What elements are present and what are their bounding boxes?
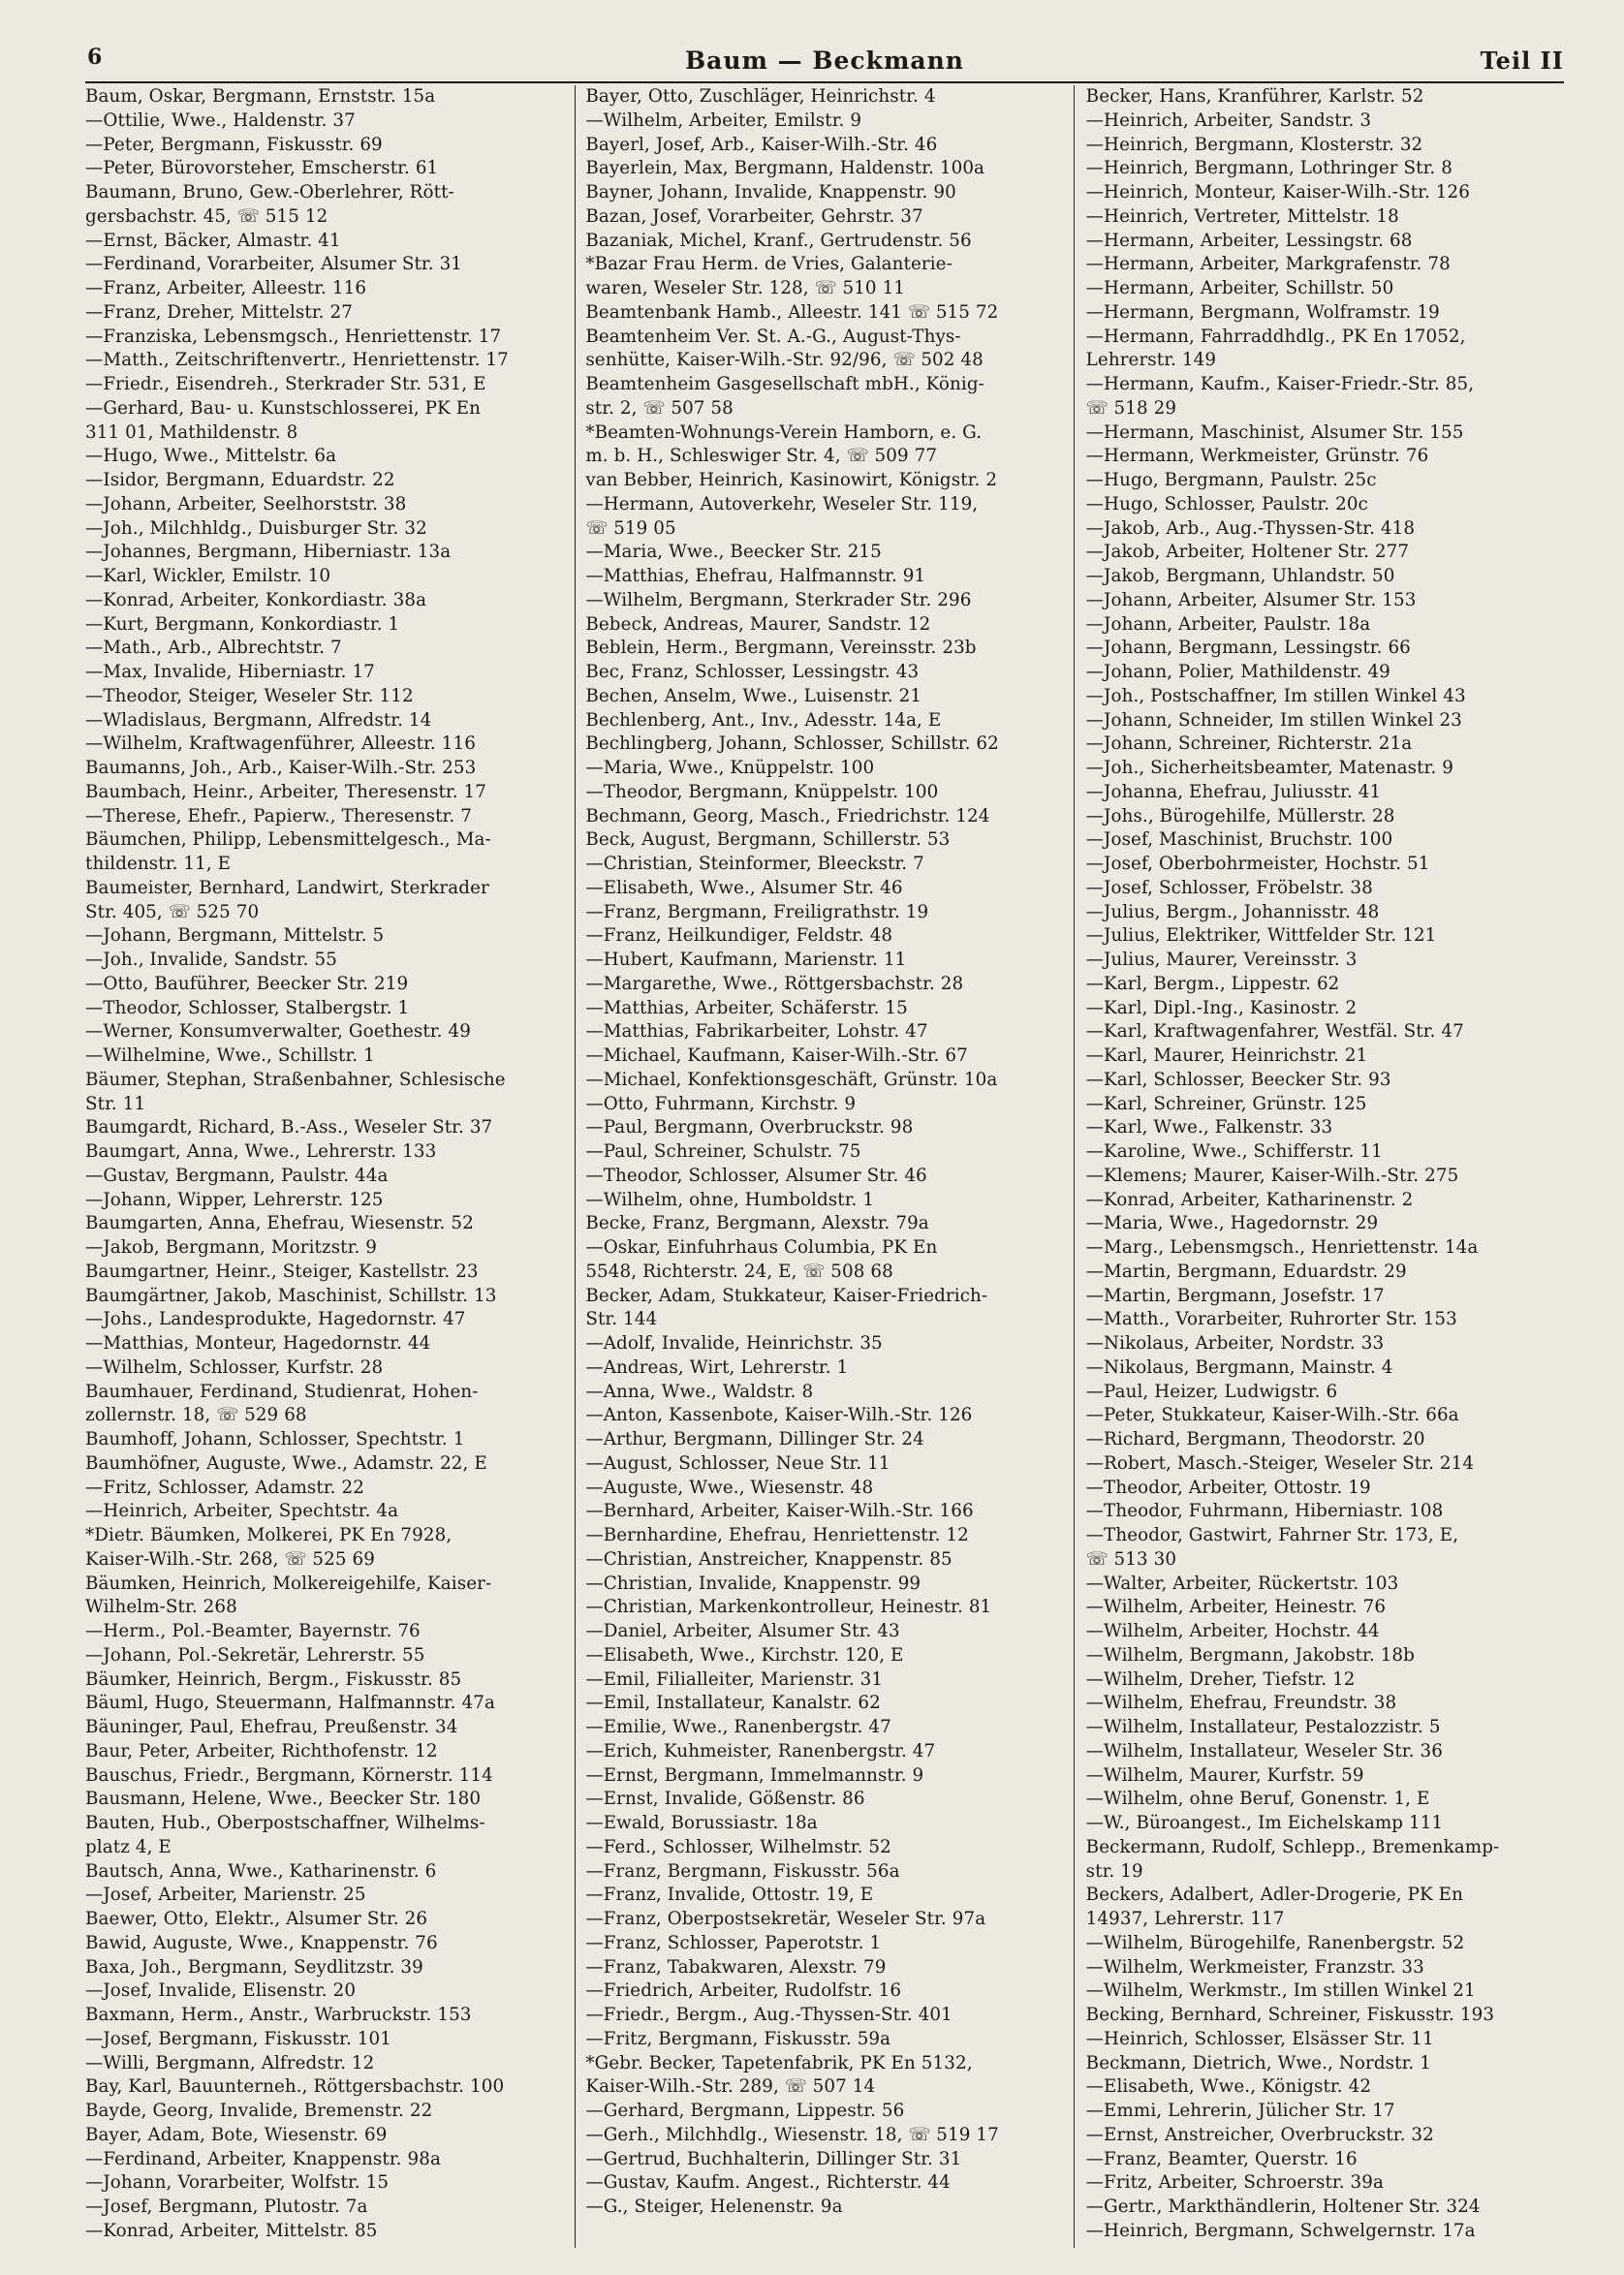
- directory-line: —Johs., Landesprodukte, Hagedornstr. 47: [85, 1309, 466, 1330]
- directory-line: Beamtenheim Gasgesellschaft mbH., König-: [585, 374, 984, 394]
- directory-line: Baumgardt, Richard, B.-Ass., Weseler Str. 37: [85, 1117, 493, 1138]
- directory-line: —Joh., Sicherheitsbeamter, Matenastr. 9: [1085, 758, 1453, 778]
- directory-line: —Hugo, Wwe., Mittelstr. 6a: [85, 446, 337, 467]
- directory-line: —Wilhelmine, Wwe., Schillstr. 1: [85, 1045, 375, 1066]
- directory-line: —Julius, Elektriker, Wittfelder Str. 121: [1085, 925, 1437, 947]
- directory-line: —Franz, Arbeiter, Alleestr. 116: [85, 278, 367, 298]
- directory-line: —Wilhelm, Dreher, Tiefstr. 12: [1085, 1668, 1356, 1690]
- directory-line: —August, Schlosser, Neue Str. 11: [585, 1452, 890, 1474]
- directory-line: Kaiser-Wilh.-Str. 289, ☏ 507 14: [585, 2076, 876, 2098]
- directory-line: —Andreas, Wirt, Lehrerstr. 1: [585, 1356, 849, 1378]
- directory-line: Bayner, Johann, Invalide, Knappenstr. 90: [585, 182, 956, 203]
- directory-line: —Paul, Bergmann, Overbruckstr. 98: [585, 1117, 914, 1138]
- columns-container: [85, 85, 1564, 2248]
- directory-line: —Wilhelm, Kraftwagenführer, Alleestr. 116: [85, 733, 476, 755]
- directory-line: —Karl, Bergm., Lippestr. 62: [1085, 973, 1340, 994]
- directory-line: —Wilhelm, Werkmstr., Im stillen Winkel 21: [1085, 1980, 1476, 2002]
- directory-line: m. b. H., Schleswiger Str. 4, ☏ 509 77: [585, 446, 938, 467]
- section-label: Teil II: [1480, 47, 1564, 75]
- directory-line: —Fritz, Bergmann, Fiskusstr. 59a: [585, 2028, 891, 2049]
- directory-line: —Christian, Anstreicher, Knappenstr. 85: [585, 1548, 953, 1570]
- directory-line: Bäumken, Heinrich, Molkereigehilfe, Kaiser-: [85, 1573, 492, 1594]
- directory-line: waren, Weseler Str. 128, ☏ 510 11: [585, 278, 906, 298]
- directory-line: —Matthias, Ehefrau, Halfmannstr. 91: [585, 566, 926, 586]
- directory-line: —Adolf, Invalide, Heinrichstr. 35: [585, 1333, 883, 1354]
- directory-line: —Hubert, Kaufmann, Marienstr. 11: [585, 950, 907, 970]
- directory-line: —Gustav, Bergmann, Paulstr. 44a: [85, 1165, 389, 1186]
- directory-line: —Matth., Vorarbeiter, Ruhrorter Str. 153: [1085, 1309, 1457, 1330]
- directory-line: —Julius, Bergm., Johannisstr. 48: [1085, 901, 1380, 922]
- directory-line: str. 19: [1085, 1860, 1143, 1882]
- directory-line: —Franz, Bergmann, Freiligrathstr. 19: [585, 901, 929, 922]
- directory-line: —Jakob, Arb., Aug.-Thyssen-Str. 418: [1085, 517, 1416, 539]
- directory-line: Bechen, Anselm, Wwe., Luisenstr. 21: [585, 685, 922, 706]
- directory-line: —Math., Arb., Albrechtstr. 7: [85, 638, 342, 659]
- directory-line: —Franz, Oberpostsekretär, Weseler Str. 97a: [585, 1909, 986, 1929]
- directory-line: —Konrad, Arbeiter, Mittelstr. 85: [85, 2220, 378, 2241]
- directory-line: Kaiser-Wilh.-Str. 268, ☏ 525 69: [85, 1548, 375, 1570]
- directory-line: —Gertrud, Buchhalterin, Dillinger Str. 31: [585, 2148, 962, 2169]
- directory-line: —Fritz, Schlosser, Adamstr. 22: [85, 1477, 364, 1498]
- directory-line: *Dietr. Bäumken, Molkerei, PK En 7928,: [85, 1525, 453, 1545]
- directory-line: 311 01, Mathildenstr. 8: [85, 421, 298, 443]
- directory-line: —Ernst, Invalide, Gößenstr. 86: [585, 1789, 865, 1810]
- directory-line: —Isidor, Bergmann, Eduardstr. 22: [85, 470, 395, 490]
- directory-line: Baumanns, Joh., Arb., Kaiser-Wilh.-Str. 253: [85, 758, 477, 778]
- directory-line: —Walter, Arbeiter, Rückertstr. 103: [1085, 1573, 1399, 1594]
- directory-line: —Auguste, Wwe., Wiesenstr. 48: [585, 1477, 874, 1498]
- directory-line: —Kurt, Bergmann, Konkordiastr. 1: [85, 613, 400, 635]
- directory-line: —Johann, Vorarbeiter, Wolfstr. 15: [85, 2172, 390, 2194]
- directory-line: Becker, Adam, Stukkateur, Kaiser-Friedrich-: [585, 1285, 988, 1306]
- directory-line: —Peter, Bergmann, Fiskusstr. 69: [85, 134, 383, 155]
- directory-line: —Hermann, Arbeiter, Markgrafenstr. 78: [1085, 254, 1451, 275]
- directory-line: —Margarethe, Wwe., Röttgersbachstr. 28: [585, 973, 964, 994]
- directory-line: —Hermann, Kaufm., Kaiser-Friedr.-Str. 85,: [1085, 374, 1475, 394]
- directory-line: Becke, Franz, Bergmann, Alexstr. 79a: [585, 1213, 929, 1234]
- header-rule: [85, 81, 1564, 83]
- directory-line: —Matth., Zeitschriftenvertr., Henriettenstr. 17: [85, 350, 509, 371]
- directory-line: Bautsch, Anna, Wwe., Katharinenstr. 6: [85, 1860, 437, 1882]
- directory-line: 14937, Lehrerstr. 117: [1085, 1909, 1285, 1929]
- directory-line: —Nikolaus, Bergmann, Mainstr. 4: [1085, 1356, 1393, 1378]
- directory-line: Bazan, Josef, Vorarbeiter, Gehrstr. 37: [585, 205, 923, 227]
- directory-line: —Hugo, Bergmann, Paulstr. 25c: [1085, 470, 1377, 490]
- directory-line: —Franz, Beamter, Querstr. 16: [1085, 2148, 1358, 2169]
- directory-line: —Josef, Schlosser, Fröbelstr. 38: [1085, 877, 1373, 898]
- directory-line: —Hermann, Arbeiter, Schillstr. 50: [1085, 278, 1394, 298]
- directory-line: —Karoline, Wwe., Schifferstr. 11: [1085, 1141, 1383, 1162]
- directory-line: —Robert, Masch.-Steiger, Weseler Str. 214: [1085, 1452, 1475, 1474]
- directory-line: —Peter, Stukkateur, Kaiser-Wilh.-Str. 66a: [1085, 1405, 1459, 1426]
- directory-line: —Max, Invalide, Hiberniastr. 17: [85, 662, 375, 682]
- directory-line: Beckermann, Rudolf, Schlepp., Bremenkamp-: [1085, 1836, 1500, 1857]
- directory-line: Bäuml, Hugo, Steuermann, Halfmannstr. 47a: [85, 1693, 495, 1714]
- directory-line: —Hermann, Fahrraddhdlg., PK En 17052,: [1085, 326, 1466, 347]
- directory-line: Bauschus, Friedr., Bergmann, Körnerstr. 114: [85, 1764, 493, 1786]
- directory-line: —Julius, Maurer, Vereinsstr. 3: [1085, 950, 1358, 970]
- directory-line: —Werner, Konsumverwalter, Goethestr. 49: [85, 1021, 471, 1043]
- directory-line: Baxmann, Herm., Anstr., Warbruckstr. 153: [85, 2005, 472, 2025]
- directory-line: —Otto, Fuhrmann, Kirchstr. 9: [585, 1093, 857, 1114]
- directory-line: zollernstr. 18, ☏ 529 68: [85, 1405, 307, 1426]
- directory-line: ☏ 519 05: [585, 517, 676, 539]
- directory-line: —Franziska, Lebensmgsch., Henriettenstr. 17: [85, 326, 502, 347]
- directory-line: —Elisabeth, Wwe., Alsumer Str. 46: [585, 877, 903, 898]
- directory-line: —Friedr., Bergm., Aug.-Thyssen-Str. 401: [585, 2005, 953, 2025]
- directory-line: —Johann, Schneider, Im stillen Winkel 23: [1085, 709, 1462, 731]
- directory-line: —Franz, Invalide, Ottostr. 19, E: [585, 1885, 874, 1906]
- directory-line: —Johann, Wipper, Lehrerstr. 125: [85, 1189, 384, 1210]
- directory-line: —Theodor, Gastwirt, Fahrner Str. 173, E,: [1085, 1525, 1459, 1545]
- directory-line: —Friedr., Eisendreh., Sterkrader Str. 531, E: [85, 374, 486, 394]
- directory-line: —Wilhelm, Werkmeister, Franzstr. 33: [1085, 1956, 1424, 1978]
- column-3: [1074, 85, 1564, 2248]
- directory-line: —Johann, Arbeiter, Seelhorststr. 38: [85, 493, 407, 514]
- directory-line: —Heinrich, Bergmann, Klosterstr. 32: [1085, 134, 1423, 155]
- directory-line: —Jakob, Arbeiter, Holtener Str. 277: [1085, 542, 1410, 563]
- directory-line: —Heinrich, Bergmann, Schwelgernstr. 17a: [1085, 2220, 1476, 2241]
- directory-line: —Arthur, Bergmann, Dillinger Str. 24: [585, 1429, 924, 1449]
- directory-line: Bawid, Auguste, Wwe., Knappenstr. 76: [85, 1932, 438, 1953]
- directory-line: —W., Büroangest., Im Eichelskamp 111: [1085, 1813, 1444, 1833]
- directory-line: —Josef, Oberbohrmeister, Hochstr. 51: [1085, 854, 1430, 874]
- directory-line: —Franz, Schlosser, Paperotstr. 1: [585, 1932, 882, 1953]
- directory-line: —Emil, Installateur, Kanalstr. 62: [585, 1693, 881, 1714]
- directory-line: Bechlingberg, Johann, Schlosser, Schillstr. 62: [585, 733, 999, 755]
- directory-line: —Christian, Steinformer, Bleeckstr. 7: [585, 854, 924, 874]
- directory-line: —Klemens; Maurer, Kaiser-Wilh.-Str. 275: [1085, 1165, 1459, 1186]
- directory-line: —Konrad, Arbeiter, Konkordiastr. 38a: [85, 589, 427, 610]
- directory-line: —Paul, Heizer, Ludwigstr. 6: [1085, 1381, 1338, 1402]
- directory-line: —Joh., Invalide, Sandstr. 55: [85, 950, 337, 970]
- directory-line: —Franz, Heilkundiger, Feldstr. 48: [585, 925, 893, 947]
- directory-line: Baumhoff, Johann, Schlosser, Spechtstr. 1: [85, 1429, 465, 1449]
- directory-line: —Wilhelm, ohne Beruf, Gonenstr. 1, E: [1085, 1789, 1430, 1810]
- directory-line: —Ewald, Borussiastr. 18a: [585, 1813, 818, 1833]
- directory-line: —Wilhelm, Installateur, Weseler Str. 36: [1085, 1740, 1443, 1761]
- directory-line: van Bebber, Heinrich, Kasinowirt, Königstr. 2: [585, 470, 998, 490]
- directory-line: —Wilhelm, Arbeiter, Heinestr. 76: [1085, 1597, 1387, 1618]
- directory-line: —Gerh., Milchhdlg., Wiesenstr. 18, ☏ 519 17: [585, 2124, 999, 2145]
- directory-line: —Maria, Wwe., Beecker Str. 215: [585, 542, 882, 563]
- directory-line: —Marg., Lebensmgsch., Henriettenstr. 14a: [1085, 1237, 1479, 1258]
- directory-line: —Hermann, Werkmeister, Grünstr. 76: [1085, 446, 1429, 467]
- directory-line: Bäumer, Stephan, Straßenbahner, Schlesische: [85, 1069, 506, 1090]
- directory-line: —Wilhelm, Arbeiter, Emilstr. 9: [585, 109, 862, 131]
- directory-line: —Hermann, Arbeiter, Lessingstr. 68: [1085, 230, 1413, 251]
- directory-line: —Hermann, Autoverkehr, Weseler Str. 119,: [585, 493, 979, 514]
- directory-line: Baumbach, Heinr., Arbeiter, Theresenstr. 17: [85, 781, 487, 802]
- directory-line: gersbachstr. 45, ☏ 515 12: [85, 205, 328, 227]
- page-header: [85, 45, 1564, 79]
- directory-line: 5548, Richterstr. 24, E, ☏ 508 68: [585, 1261, 893, 1282]
- directory-line: *Beamten-Wohnungs-Verein Hamborn, e. G.: [585, 421, 983, 443]
- directory-line: —Herm., Pol.-Beamter, Bayernstr. 76: [85, 1621, 421, 1641]
- directory-line: —Elisabeth, Wwe., Kirchstr. 120, E: [585, 1644, 904, 1666]
- directory-line: —Matthias, Fabrikarbeiter, Lohstr. 47: [585, 1021, 928, 1043]
- directory-line: senhütte, Kaiser-Wilh.-Str. 92/96, ☏ 502 48: [585, 350, 984, 371]
- page-number: 6: [87, 45, 103, 70]
- directory-line: Baumgart, Anna, Wwe., Lehrerstr. 133: [85, 1141, 437, 1162]
- directory-line: ☏ 513 30: [1085, 1548, 1177, 1570]
- directory-line: —Richard, Bergmann, Theodorstr. 20: [1085, 1429, 1425, 1449]
- directory-line: —Johann, Schreiner, Richterstr. 21a: [1085, 733, 1413, 755]
- directory-line: —Martin, Bergmann, Eduardstr. 29: [1085, 1261, 1407, 1282]
- directory-line: —Michael, Kaufmann, Kaiser-Wilh.-Str. 67: [585, 1045, 968, 1066]
- directory-line: Bayerl, Josef, Arb., Kaiser-Wilh.-Str. 46: [585, 134, 938, 155]
- directory-line: Bauten, Hub., Oberpostschaffner, Wilhelms-: [85, 1813, 485, 1833]
- directory-line: Beamtenbank Hamb., Alleestr. 141 ☏ 515 72: [585, 301, 999, 323]
- directory-line: —Theodor, Schlosser, Stalbergstr. 1: [85, 997, 410, 1018]
- running-head: Baum — Beckmann: [685, 47, 964, 75]
- directory-line: —Otto, Bauführer, Beecker Str. 219: [85, 973, 409, 994]
- directory-line: —Maria, Wwe., Hagedornstr. 29: [1085, 1213, 1379, 1234]
- directory-line: —Martin, Bergmann, Josefstr. 17: [1085, 1285, 1385, 1306]
- directory-line: —Josef, Arbeiter, Marienstr. 25: [85, 1885, 366, 1906]
- directory-line: —Emmi, Lehrerin, Jülicher Str. 17: [1085, 2101, 1395, 2121]
- directory-line: —Hugo, Schlosser, Paulstr. 20c: [1085, 493, 1368, 514]
- directory-line: Baumhauer, Ferdinand, Studienrat, Hohen-: [85, 1381, 479, 1402]
- directory-line: *Bazar Frau Herm. de Vries, Galanterie-: [585, 254, 953, 275]
- directory-line: —Hermann, Bergmann, Wolframstr. 19: [1085, 301, 1440, 323]
- directory-line: Beckers, Adalbert, Adler-Drogerie, PK En: [1085, 1885, 1463, 1906]
- directory-line: Baewer, Otto, Elektr., Alsumer Str. 26: [85, 1909, 428, 1929]
- directory-line: Bec, Franz, Schlosser, Lessingstr. 43: [585, 662, 920, 682]
- directory-line: —Gerhard, Bergmann, Lippestr. 56: [585, 2101, 905, 2121]
- directory-line: —Josef, Bergmann, Fiskusstr. 101: [85, 2028, 391, 2049]
- directory-line: —Wilhelm, Ehefrau, Freundstr. 38: [1085, 1693, 1397, 1714]
- directory-line: Bayer, Otto, Zuschläger, Heinrichstr. 4: [585, 86, 936, 107]
- directory-line: —Johann, Polier, Mathildenstr. 49: [1085, 662, 1390, 682]
- directory-line: —Karl, Schreiner, Grünstr. 125: [1085, 1093, 1367, 1114]
- directory-line: —Wilhelm, Schlosser, Kurfstr. 28: [85, 1356, 384, 1378]
- directory-line: —Heinrich, Monteur, Kaiser-Wilh.-Str. 126: [1085, 182, 1470, 203]
- directory-line: —Heinrich, Schlosser, Elsässer Str. 11: [1085, 2028, 1434, 2049]
- directory-line: —Anton, Kassenbote, Kaiser-Wilh.-Str. 126: [585, 1405, 973, 1426]
- directory-line: —Christian, Invalide, Knappenstr. 99: [585, 1573, 921, 1594]
- directory-line: —Friedrich, Arbeiter, Rudolfstr. 16: [585, 1980, 902, 2002]
- directory-line: —Oskar, Einfuhrhaus Columbia, PK En: [585, 1237, 938, 1258]
- directory-line: —Heinrich, Arbeiter, Sandstr. 3: [1085, 109, 1372, 131]
- directory-line: —Daniel, Arbeiter, Alsumer Str. 43: [585, 1621, 900, 1641]
- directory-line: —Wilhelm, Bergmann, Sterkrader Str. 296: [585, 589, 972, 610]
- directory-line: Bayde, Georg, Invalide, Bremenstr. 22: [85, 2101, 433, 2121]
- directory-line: Beck, August, Bergmann, Schillerstr. 53: [585, 829, 951, 851]
- directory-line: —Heinrich, Arbeiter, Spechtstr. 4a: [85, 1501, 399, 1522]
- directory-line: —Wilhelm, Bürogehilfe, Ranenbergstr. 52: [1085, 1932, 1465, 1953]
- directory-line: Baumhöfner, Auguste, Wwe., Adamstr. 22, E: [85, 1452, 487, 1474]
- directory-line: platz 4, E: [85, 1836, 172, 1857]
- directory-line: —Wilhelm, Installateur, Pestalozzistr. 5: [1085, 1717, 1441, 1737]
- directory-line: Baumgarten, Anna, Ehefrau, Wiesenstr. 52: [85, 1213, 474, 1234]
- directory-line: —Karl, Kraftwagenfahrer, Westfäl. Str. 47: [1085, 1021, 1464, 1043]
- directory-line: —Johann, Bergmann, Lessingstr. 66: [1085, 638, 1411, 659]
- directory-line: —Fritz, Arbeiter, Schroerstr. 39a: [1085, 2172, 1385, 2194]
- directory-line: Bechmann, Georg, Masch., Friedrichstr. 124: [585, 805, 990, 826]
- directory-line: —Josef, Bergmann, Plutostr. 7a: [85, 2197, 368, 2217]
- directory-line: —Gertr., Markthändlerin, Holtener Str. 324: [1085, 2197, 1481, 2217]
- directory-line: *Gebr. Becker, Tapetenfabrik, PK En 5132,: [585, 2052, 973, 2073]
- directory-line: —Theodor, Bergmann, Knüppelstr. 100: [585, 781, 939, 802]
- directory-line: Beamtenheim Ver. St. A.-G., August-Thys-: [585, 326, 961, 347]
- directory-line: Baum, Oskar, Bergmann, Ernststr. 15a: [85, 86, 436, 107]
- directory-line: Lehrerstr. 149: [1085, 350, 1217, 371]
- directory-line: Str. 144: [585, 1309, 658, 1330]
- directory-line: Bäumker, Heinrich, Bergm., Fiskusstr. 85: [85, 1668, 462, 1690]
- directory-line: —Nikolaus, Arbeiter, Nordstr. 33: [1085, 1333, 1385, 1354]
- directory-line: —Matthias, Arbeiter, Schäferstr. 15: [585, 997, 908, 1018]
- directory-line: —Wilhelm, ohne, Humboldstr. 1: [585, 1189, 875, 1210]
- directory-line: —Johannes, Bergmann, Hiberniastr. 13a: [85, 542, 452, 563]
- directory-line: Baumeister, Bernhard, Landwirt, Sterkrader: [85, 877, 489, 898]
- directory-line: —Wilhelm, Bergmann, Jakobstr. 18b: [1085, 1644, 1415, 1666]
- directory-line: Baumgartner, Heinr., Steiger, Kastellstr. 23: [85, 1261, 479, 1282]
- directory-line: —Heinrich, Bergmann, Lothringer Str. 8: [1085, 158, 1452, 179]
- directory-line: —G., Steiger, Helenenstr. 9a: [585, 2197, 843, 2217]
- directory-line: —Hermann, Maschinist, Alsumer Str. 155: [1085, 421, 1464, 443]
- directory-line: —Willi, Bergmann, Alfredstr. 12: [85, 2052, 375, 2073]
- directory-line: —Karl, Wwe., Falkenstr. 33: [1085, 1117, 1333, 1138]
- directory-line: —Joh., Milchhldg., Duisburger Str. 32: [85, 517, 427, 539]
- directory-line: —Karl, Maurer, Heinrichstr. 21: [1085, 1045, 1368, 1066]
- directory-line: —Karl, Schlosser, Beecker Str. 93: [1085, 1069, 1391, 1090]
- directory-line: —Gustav, Kaufm. Angest., Richterstr. 44: [585, 2172, 951, 2194]
- directory-line: —Karl, Wickler, Emilstr. 10: [85, 566, 331, 586]
- directory-line: —Johs., Bürogehilfe, Müllerstr. 28: [1085, 805, 1395, 826]
- directory-line: Bechlenberg, Ant., Inv., Adesstr. 14a, E: [585, 709, 942, 731]
- directory-line: —Wilhelm, Maurer, Kurfstr. 59: [1085, 1764, 1364, 1786]
- directory-line: Bazaniak, Michel, Kranf., Gertrudenstr. 56: [585, 230, 972, 251]
- directory-line: —Franz, Bergmann, Fiskusstr. 56a: [585, 1860, 900, 1882]
- directory-line: Bausmann, Helene, Wwe., Beecker Str. 180: [85, 1789, 482, 1810]
- directory-line: —Michael, Konfektionsgeschäft, Grünstr. 10a: [585, 1069, 998, 1090]
- directory-line: —Ernst, Bäcker, Almastr. 41: [85, 230, 341, 251]
- directory-line: —Emilie, Wwe., Ranenbergstr. 47: [585, 1717, 891, 1737]
- directory-line: —Paul, Schreiner, Schulstr. 75: [585, 1141, 861, 1162]
- directory-line: —Therese, Ehefr., Papierw., Theresenstr. 7: [85, 805, 472, 826]
- directory-line: Bäumchen, Philipp, Lebensmittelgesch., Ma-: [85, 829, 491, 851]
- directory-line: —Johann, Pol.-Sekretär, Lehrerstr. 55: [85, 1644, 425, 1666]
- directory-line: Becker, Hans, Kranführer, Karlstr. 52: [1085, 86, 1424, 107]
- directory-line: Beckmann, Dietrich, Wwe., Nordstr. 1: [1085, 2052, 1431, 2073]
- directory-line: —Bernhard, Arbeiter, Kaiser-Wilh.-Str. 166: [585, 1501, 974, 1522]
- directory-line: —Karl, Dipl.-Ing., Kasinostr. 2: [1085, 997, 1358, 1018]
- directory-line: —Theodor, Fuhrmann, Hiberniastr. 108: [1085, 1501, 1444, 1522]
- directory-line: —Ottilie, Wwe., Haldenstr. 37: [85, 109, 356, 131]
- directory-line: —Josef, Invalide, Elisenstr. 20: [85, 1980, 357, 2002]
- directory-line: —Ferd., Schlosser, Wilhelmstr. 52: [585, 1836, 891, 1857]
- directory-line: —Wladislaus, Bergmann, Alfredstr. 14: [85, 709, 432, 731]
- directory-line: —Jakob, Bergmann, Uhlandstr. 50: [1085, 566, 1395, 586]
- directory-line: —Anna, Wwe., Waldstr. 8: [585, 1381, 814, 1402]
- directory-line: —Jakob, Bergmann, Moritzstr. 9: [85, 1237, 378, 1258]
- directory-line: Baxa, Joh., Bergmann, Seydlitzstr. 39: [85, 1956, 423, 1978]
- directory-line: —Gerhard, Bau- u. Kunstschlosserei, PK En: [85, 397, 482, 419]
- directory-line: Baumann, Bruno, Gew.-Oberlehrer, Rött-: [85, 182, 454, 203]
- directory-line: —Christian, Markenkontrolleur, Heinestr. 81: [585, 1597, 992, 1618]
- directory-line: —Johann, Arbeiter, Paulstr. 18a: [1085, 613, 1371, 635]
- directory-line: Wilhelm-Str. 268: [85, 1597, 237, 1618]
- directory-line: Bayerlein, Max, Bergmann, Haldenstr. 100a: [585, 158, 985, 179]
- directory-line: —Johann, Bergmann, Mittelstr. 5: [85, 925, 385, 947]
- directory-line: —Peter, Bürovorsteher, Emscherstr. 61: [85, 158, 439, 179]
- directory-line: Str. 11: [85, 1093, 146, 1114]
- directory-line: —Matthias, Monteur, Hagedornstr. 44: [85, 1333, 431, 1354]
- directory-line: Str. 405, ☏ 525 70: [85, 901, 260, 922]
- column-2: [575, 85, 1073, 2248]
- directory-line: Beblein, Herm., Bergmann, Vereinsstr. 23b: [585, 638, 977, 659]
- directory-line: —Joh., Postschaffner, Im stillen Winkel 43: [1085, 685, 1466, 706]
- directory-line: —Johann, Arbeiter, Alsumer Str. 153: [1085, 589, 1417, 610]
- directory-line: —Ernst, Anstreicher, Overbruckstr. 32: [1085, 2124, 1434, 2145]
- directory-line: ☏ 518 29: [1085, 397, 1177, 419]
- directory-line: —Theodor, Steiger, Weseler Str. 112: [85, 685, 414, 706]
- directory-line: —Ferdinand, Arbeiter, Knappenstr. 98a: [85, 2148, 441, 2169]
- directory-line: —Johanna, Ehefrau, Juliusstr. 41: [1085, 781, 1382, 802]
- directory-line: str. 2, ☏ 507 58: [585, 397, 734, 419]
- directory-line: Becking, Bernhard, Schreiner, Fiskusstr. 193: [1085, 2005, 1495, 2025]
- directory-line: —Theodor, Schlosser, Alsumer Str. 46: [585, 1165, 927, 1186]
- directory-line: —Wilhelm, Arbeiter, Hochstr. 44: [1085, 1621, 1380, 1641]
- directory-line: Baumgärtner, Jakob, Maschinist, Schillstr. 13: [85, 1285, 497, 1306]
- directory-line: Bäuninger, Paul, Ehefrau, Preußenstr. 34: [85, 1717, 458, 1737]
- directory-line: —Franz, Dreher, Mittelstr. 27: [85, 301, 353, 323]
- directory-line: —Konrad, Arbeiter, Katharinenstr. 2: [1085, 1189, 1414, 1210]
- directory-line: Bay, Karl, Bauunterneh., Röttgersbachstr. 100: [85, 2076, 505, 2098]
- directory-line: —Bernhardine, Ehefrau, Henriettenstr. 12: [585, 1525, 969, 1545]
- directory-line: Bayer, Adam, Bote, Wiesenstr. 69: [85, 2124, 388, 2145]
- column-1: [85, 85, 575, 2248]
- directory-line: —Franz, Tabakwaren, Alexstr. 79: [585, 1956, 887, 1978]
- directory-line: —Josef, Maschinist, Bruchstr. 100: [1085, 829, 1393, 851]
- directory-line: —Ernst, Bergmann, Immelmannstr. 9: [585, 1764, 924, 1786]
- directory-line: —Emil, Filialleiter, Marienstr. 31: [585, 1668, 884, 1690]
- directory-line: —Theodor, Arbeiter, Ottostr. 19: [1085, 1477, 1371, 1498]
- directory-line: —Maria, Wwe., Knüppelstr. 100: [585, 758, 875, 778]
- directory-line: —Elisabeth, Wwe., Königstr. 42: [1085, 2076, 1372, 2098]
- directory-line: Bebeck, Andreas, Maurer, Sandstr. 12: [585, 613, 931, 635]
- directory-line: —Heinrich, Vertreter, Mittelstr. 18: [1085, 205, 1399, 227]
- directory-line: —Erich, Kuhmeister, Ranenbergstr. 47: [585, 1740, 936, 1761]
- directory-line: Baur, Peter, Arbeiter, Richthofenstr. 12: [85, 1740, 438, 1761]
- directory-line: —Ferdinand, Vorarbeiter, Alsumer Str. 31: [85, 254, 463, 275]
- directory-line: thildenstr. 11, E: [85, 854, 232, 874]
